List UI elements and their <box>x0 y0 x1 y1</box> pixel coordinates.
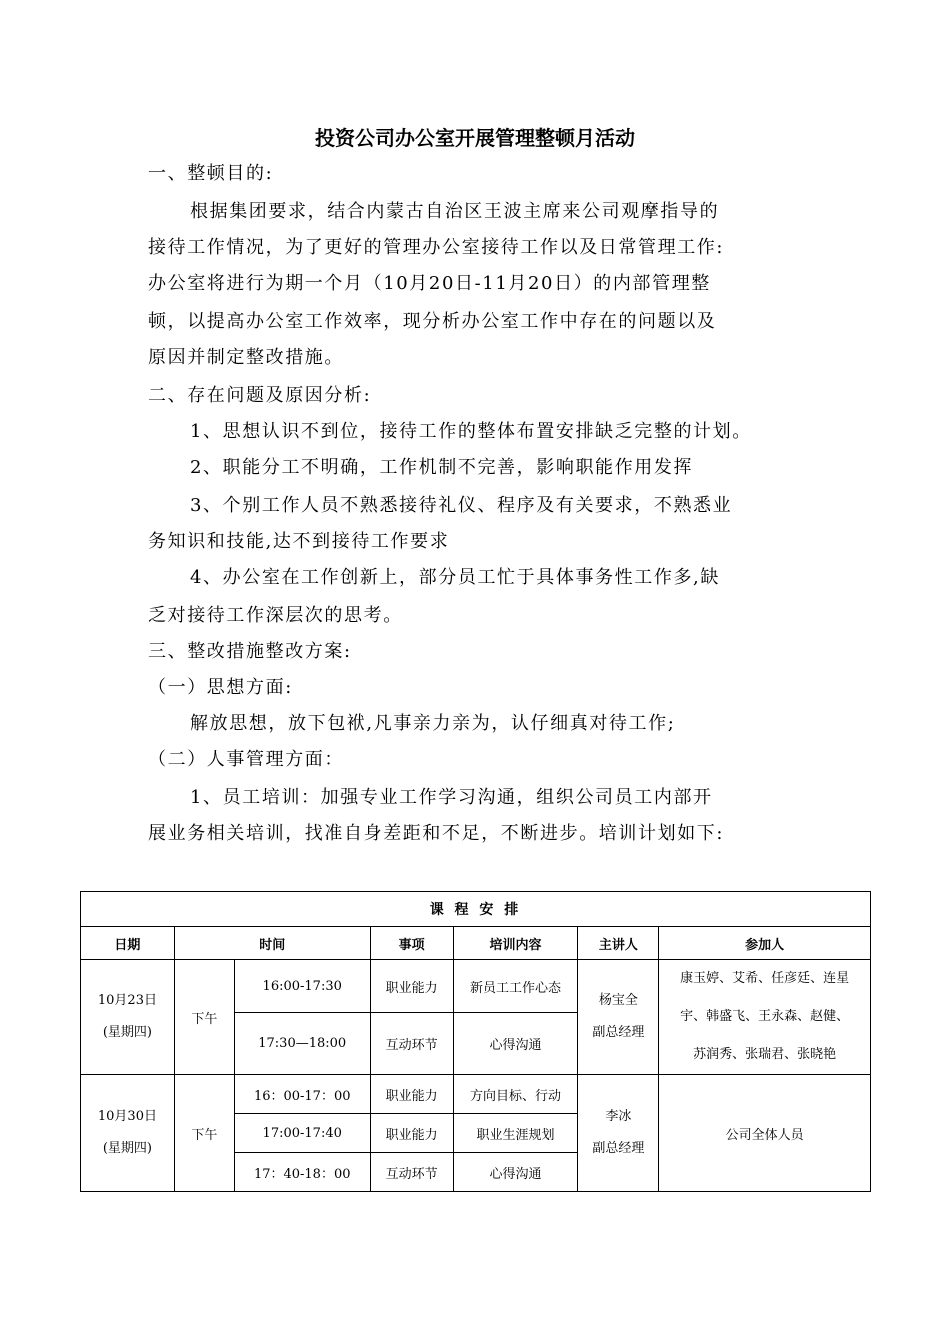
header-content: 培训内容 <box>453 927 578 960</box>
content-cell: 方向目标、行动 <box>453 1075 578 1114</box>
table-caption: 课 程 安 排 <box>81 892 871 927</box>
content-cell: 心得沟通 <box>453 1153 578 1192</box>
paragraph-line: 3、个别工作人员不熟悉接待礼仪、程序及有关要求，不熟悉业 <box>190 495 733 516</box>
paragraph-line: 1、思想认识不到位，接待工作的整体布置安排缺乏完整的计划。 <box>190 421 752 442</box>
paragraph-line: 4、办公室在工作创新上，部分员工忙于具体事务性工作多,缺 <box>190 567 720 588</box>
item-cell: 职业能力 <box>370 1075 453 1114</box>
period-cell: 下午 <box>174 1075 234 1192</box>
paragraph-line: 2、职能分工不明确，工作机制不完善，影响职能作用发挥 <box>190 457 694 478</box>
time-cell: 16：00-17：00 <box>234 1075 370 1114</box>
paragraph-line: 原因并制定整改措施。 <box>148 347 344 368</box>
table-row <box>81 1075 871 1114</box>
header-item: 事项 <box>370 927 453 960</box>
schedule-table <box>80 891 871 1192</box>
paragraph-line: 务知识和技能,达不到接待工作要求 <box>148 531 450 552</box>
table-header-row <box>81 927 871 960</box>
section-heading: 一、整顿目的: <box>148 163 274 184</box>
date: 10月30日 <box>97 1109 157 1124</box>
time-cell: 17:00-17:40 <box>234 1114 370 1153</box>
weekday: (星期四) <box>102 1141 153 1156</box>
item-cell: 职业能力 <box>370 960 453 1013</box>
subsection-heading: （一）思想方面: <box>148 677 293 698</box>
paragraph-line: 顿，以提高办公室工作效率，现分析办公室工作中存在的问题以及 <box>148 311 717 332</box>
paragraph-line: 乏对接待工作深层次的思考。 <box>148 605 403 626</box>
paragraph-line: 办公室将进行为期一个月（10月20日-11月20日）的内部管理整 <box>148 273 711 294</box>
document-title: 投资公司办公室开展管理整顿月活动 <box>315 126 635 150</box>
paragraph-line: 接待工作情况，为了更好的管理办公室接待工作以及日常管理工作: <box>148 237 725 258</box>
speaker-title: 副总经理 <box>592 1141 645 1156</box>
header-speaker: 主讲人 <box>578 927 659 960</box>
paragraph-line: 解放思想，放下包袱,凡事亲力亲为，认仔细真对待工作; <box>190 713 676 734</box>
paragraph-line: 1、员工培训：加强专业工作学习沟通，组织公司员工内部开 <box>190 787 713 808</box>
table-row <box>81 960 871 1013</box>
content-cell: 职业生涯规划 <box>453 1114 578 1153</box>
content-cell: 新员工工作心态 <box>453 960 578 1013</box>
date-cell <box>81 960 175 1075</box>
paragraph-line: 展业务相关培训，找准自身差距和不足，不断进步。培训计划如下: <box>148 823 725 844</box>
item-cell: 职业能力 <box>370 1114 453 1153</box>
period-cell: 下午 <box>174 960 234 1075</box>
time-cell: 17:30—18:00 <box>234 1013 370 1075</box>
attendees-line: 苏润秀、张瑞君、张晓艳 <box>693 1047 837 1062</box>
weekday: (星期四) <box>102 1025 153 1040</box>
speaker-cell <box>578 1075 659 1192</box>
attendees-cell <box>659 960 871 1075</box>
speaker-name: 李冰 <box>605 1109 632 1124</box>
time-cell: 17：40-18：00 <box>234 1153 370 1192</box>
speaker-title: 副总经理 <box>592 1025 645 1040</box>
header-attendees: 参加人 <box>659 927 871 960</box>
attendees-cell: 公司全体人员 <box>659 1075 871 1192</box>
item-cell: 互动环节 <box>370 1013 453 1075</box>
date-cell <box>81 1075 175 1192</box>
subsection-heading: （二）人事管理方面： <box>148 749 344 770</box>
section-heading: 三、整改措施整改方案: <box>148 641 352 662</box>
date: 10月23日 <box>97 993 157 1008</box>
header-date: 日期 <box>81 927 175 960</box>
time-cell: 16:00-17:30 <box>234 960 370 1013</box>
item-cell: 互动环节 <box>370 1153 453 1192</box>
section-heading: 二、存在问题及原因分析: <box>148 385 372 406</box>
attendees-line: 宇、韩盛飞、王永森、赵健、 <box>680 1009 850 1024</box>
header-time: 时间 <box>174 927 370 960</box>
attendees-line: 康玉婷、艾希、任彦廷、连星 <box>680 971 850 986</box>
speaker-cell <box>578 960 659 1075</box>
content-cell: 心得沟通 <box>453 1013 578 1075</box>
paragraph-line: 根据集团要求，结合内蒙古自治区王波主席来公司观摩指导的 <box>190 201 720 222</box>
speaker-name: 杨宝全 <box>598 993 638 1008</box>
